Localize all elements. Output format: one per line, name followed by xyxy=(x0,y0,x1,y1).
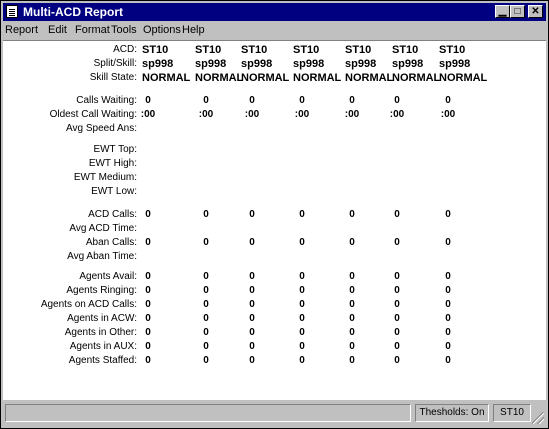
agents-ringing-value: 0 xyxy=(445,285,451,296)
column-acd-value: ST10 xyxy=(142,44,169,56)
column-acd-value: ST10 xyxy=(241,44,268,56)
column-acd-value: ST10 xyxy=(293,44,320,56)
menu-bar xyxy=(3,22,546,39)
agents-in-other-value: 0 xyxy=(394,327,400,338)
column-state-value: NORMAL xyxy=(195,72,244,84)
acd-calls-value: 0 xyxy=(349,209,355,220)
column-state-value: NORMAL xyxy=(392,72,441,84)
agents-in-acw-value: 0 xyxy=(349,313,355,324)
acd-calls-value: 0 xyxy=(145,209,151,220)
column-state-value: NORMAL xyxy=(293,72,342,84)
agents-avail-value: 0 xyxy=(349,271,355,282)
agents-staffed-label: Agents Staffed: xyxy=(68,355,137,366)
avg-speed-ans-label: Avg Speed Ans: xyxy=(66,123,137,134)
calls-waiting-value: 0 xyxy=(349,95,355,106)
agents-avail-value: 0 xyxy=(249,271,255,282)
agents-staffed-value: 0 xyxy=(349,355,355,366)
agents-in-aux-label: Agents in AUX: xyxy=(69,341,137,352)
minimize-button[interactable] xyxy=(495,5,510,18)
agents-on-acd-calls-value: 0 xyxy=(203,299,209,310)
avg-aban-time-label: Avg Aban Time: xyxy=(67,251,137,262)
agents-in-aux-value: 0 xyxy=(299,341,305,352)
maximize-icon: □ xyxy=(514,6,521,17)
aban-calls-value: 0 xyxy=(145,237,151,248)
agents-in-other-value: 0 xyxy=(203,327,209,338)
status-bar xyxy=(3,402,546,426)
agents-avail-value: 0 xyxy=(394,271,400,282)
agents-in-aux-value: 0 xyxy=(145,341,151,352)
aban-calls-value: 0 xyxy=(349,237,355,248)
thresholds-status: Thesholds: On xyxy=(415,404,489,422)
menu-tools[interactable]: Tools xyxy=(111,24,137,36)
report-app-icon[interactable] xyxy=(6,5,18,18)
agents-ringing-label: Agents Ringing: xyxy=(66,285,137,296)
agents-in-other-label: Agents in Other: xyxy=(64,327,137,338)
split-header-label: Split/Skill: xyxy=(93,58,137,69)
maximize-button[interactable] xyxy=(510,5,525,18)
report-area xyxy=(3,40,546,400)
agents-in-aux-value: 0 xyxy=(445,341,451,352)
agents-staffed-value: 0 xyxy=(445,355,451,366)
menu-format[interactable]: Format xyxy=(75,24,110,36)
acd-calls-value: 0 xyxy=(249,209,255,220)
agents-avail-value: 0 xyxy=(299,271,305,282)
column-split-value: sp998 xyxy=(241,58,273,70)
menu-help[interactable]: Help xyxy=(182,24,205,36)
calls-waiting-value: 0 xyxy=(203,95,209,106)
acd-header-label: ACD: xyxy=(113,44,137,55)
menu-report[interactable]: Report xyxy=(5,24,39,36)
oldest-call-waiting-label: Oldest Call Waiting: xyxy=(49,109,137,120)
acd-status: ST10 xyxy=(493,404,531,422)
menu-edit[interactable]: Edit xyxy=(48,24,67,36)
ewt-medium-label: EWT Medium: xyxy=(73,172,137,183)
agents-in-acw-label: Agents in ACW: xyxy=(67,313,137,324)
acd-calls-value: 0 xyxy=(203,209,209,220)
agents-on-acd-calls-value: 0 xyxy=(394,299,400,310)
agents-in-aux-value: 0 xyxy=(349,341,355,352)
oldest-call-waiting-value: :00 xyxy=(294,109,310,120)
column-split-value: sp998 xyxy=(142,58,174,70)
agents-in-acw-value: 0 xyxy=(145,313,151,324)
title-bar[interactable] xyxy=(3,3,546,21)
agents-in-other-value: 0 xyxy=(249,327,255,338)
agents-staffed-value: 0 xyxy=(394,355,400,366)
agents-ringing-value: 0 xyxy=(249,285,255,296)
calls-waiting-value: 0 xyxy=(445,95,451,106)
agents-ringing-value: 0 xyxy=(349,285,355,296)
ewt-low-label: EWT Low: xyxy=(91,186,137,197)
oldest-call-waiting-value: :00 xyxy=(140,109,156,120)
agents-in-acw-value: 0 xyxy=(203,313,209,324)
oldest-call-waiting-value: :00 xyxy=(198,109,214,120)
agents-avail-label: Agents Avail: xyxy=(79,271,137,282)
aban-calls-label: Aban Calls: xyxy=(85,237,137,248)
agents-on-acd-calls-value: 0 xyxy=(349,299,355,310)
acd-calls-label: ACD Calls: xyxy=(88,209,137,220)
aban-calls-value: 0 xyxy=(249,237,255,248)
calls-waiting-value: 0 xyxy=(249,95,255,106)
agents-in-other-value: 0 xyxy=(349,327,355,338)
oldest-call-waiting-value: :00 xyxy=(244,109,260,120)
oldest-call-waiting-value: :00 xyxy=(344,109,360,120)
agents-ringing-value: 0 xyxy=(203,285,209,296)
agents-in-aux-value: 0 xyxy=(203,341,209,352)
column-split-value: sp998 xyxy=(195,58,227,70)
acd-calls-value: 0 xyxy=(299,209,305,220)
agents-on-acd-calls-value: 0 xyxy=(145,299,151,310)
column-state-value: NORMAL xyxy=(345,72,394,84)
column-state-value: NORMAL xyxy=(241,72,290,84)
agents-ringing-value: 0 xyxy=(145,285,151,296)
menu-options[interactable]: Options xyxy=(143,24,181,36)
state-header-label: Skill State: xyxy=(89,72,137,83)
column-acd-value: ST10 xyxy=(345,44,372,56)
column-split-value: sp998 xyxy=(439,58,471,70)
agents-staffed-value: 0 xyxy=(299,355,305,366)
agents-ringing-value: 0 xyxy=(394,285,400,296)
aban-calls-value: 0 xyxy=(299,237,305,248)
column-state-value: NORMAL xyxy=(439,72,488,84)
agents-avail-value: 0 xyxy=(145,271,151,282)
aban-calls-value: 0 xyxy=(203,237,209,248)
resize-grip[interactable] xyxy=(532,412,544,424)
ewt-top-label: EWT Top: xyxy=(93,144,137,155)
column-split-value: sp998 xyxy=(392,58,424,70)
calls-waiting-value: 0 xyxy=(299,95,305,106)
agents-on-acd-calls-label: Agents on ACD Calls: xyxy=(40,299,137,310)
agents-in-aux-value: 0 xyxy=(249,341,255,352)
close-icon: ✕ xyxy=(531,6,540,17)
agents-ringing-value: 0 xyxy=(299,285,305,296)
ewt-high-label: EWT High: xyxy=(88,158,137,169)
agents-avail-value: 0 xyxy=(445,271,451,282)
agents-avail-value: 0 xyxy=(203,271,209,282)
column-state-value: NORMAL xyxy=(142,72,191,84)
agents-on-acd-calls-value: 0 xyxy=(249,299,255,310)
column-split-value: sp998 xyxy=(345,58,377,70)
aban-calls-value: 0 xyxy=(394,237,400,248)
agents-in-acw-value: 0 xyxy=(394,313,400,324)
agents-staffed-value: 0 xyxy=(203,355,209,366)
agents-in-acw-value: 0 xyxy=(445,313,451,324)
oldest-call-waiting-value: :00 xyxy=(440,109,456,120)
calls-waiting-value: 0 xyxy=(145,95,151,106)
agents-staffed-value: 0 xyxy=(249,355,255,366)
agents-in-acw-value: 0 xyxy=(249,313,255,324)
agents-in-other-value: 0 xyxy=(445,327,451,338)
agents-on-acd-calls-value: 0 xyxy=(299,299,305,310)
column-acd-value: ST10 xyxy=(439,44,466,56)
agents-on-acd-calls-value: 0 xyxy=(445,299,451,310)
column-acd-value: ST10 xyxy=(392,44,419,56)
status-message-pane xyxy=(5,404,411,422)
window-title: Multi-ACD Report xyxy=(23,5,123,19)
oldest-call-waiting-value: :00 xyxy=(389,109,405,120)
acd-calls-value: 0 xyxy=(394,209,400,220)
column-split-value: sp998 xyxy=(293,58,325,70)
calls-waiting-value: 0 xyxy=(394,95,400,106)
agents-in-aux-value: 0 xyxy=(394,341,400,352)
agents-in-acw-value: 0 xyxy=(299,313,305,324)
close-button[interactable] xyxy=(528,5,543,18)
agents-staffed-value: 0 xyxy=(145,355,151,366)
agents-in-other-value: 0 xyxy=(145,327,151,338)
agents-in-other-value: 0 xyxy=(299,327,305,338)
calls-waiting-label: Calls Waiting: xyxy=(76,95,137,106)
column-acd-value: ST10 xyxy=(195,44,222,56)
avg-acd-time-label: Avg ACD Time: xyxy=(69,223,137,234)
minimize-icon: ▁ xyxy=(498,6,507,17)
acd-calls-value: 0 xyxy=(445,209,451,220)
aban-calls-value: 0 xyxy=(445,237,451,248)
